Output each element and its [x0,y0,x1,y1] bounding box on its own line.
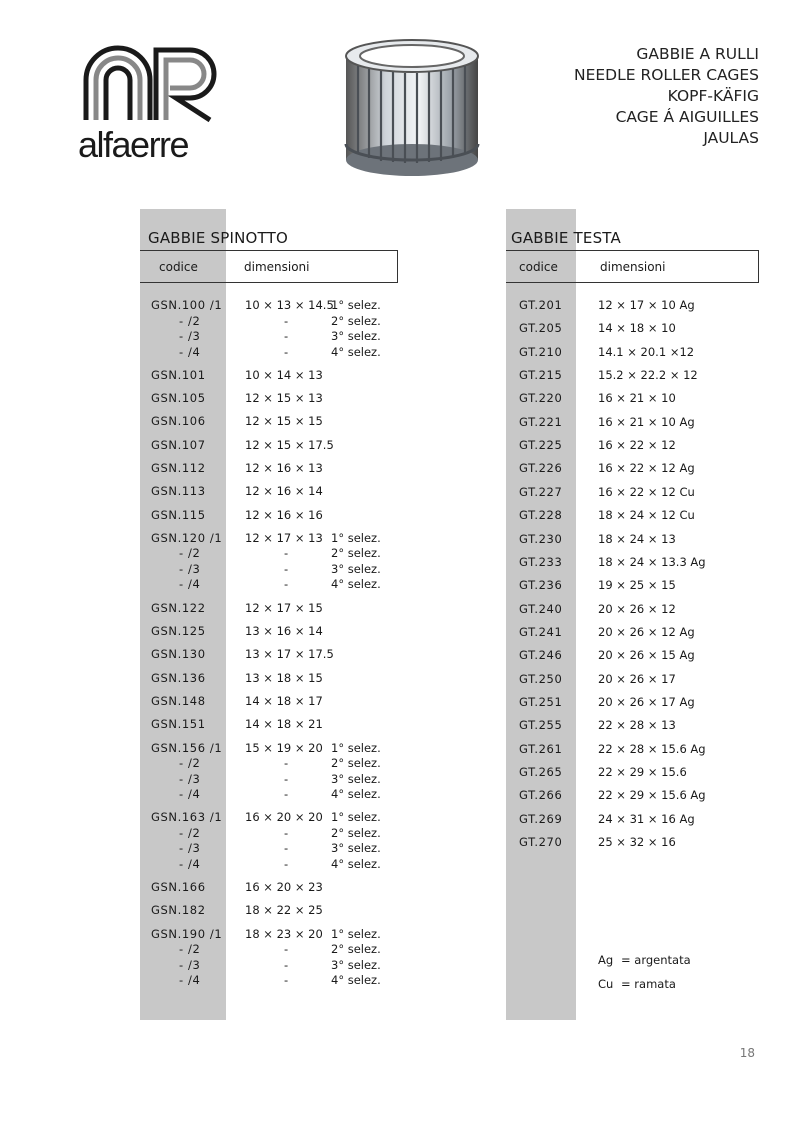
brand-wordmark: alfaerre [78,124,189,165]
left-row-dimension: - [284,756,289,770]
title-fr: CAGE Á AIGUILLES [615,108,759,126]
left-row-code: GSN.120 /1 [151,530,223,545]
left-row-selection: 2° selez. [331,546,381,561]
left-col-code-header: codice [159,260,198,274]
left-row-code: GSN.136 [151,670,206,685]
left-row-selection: 4° selez. [331,344,381,359]
left-row-selection: 4° selez. [331,973,381,988]
right-row-code: GT.230 [519,531,563,546]
right-row-dimension: 22 × 29 × 15.6 Ag [598,788,706,803]
left-row-dimension: 16 × 20 × 20 [245,810,323,825]
left-row-code: GSN.163 /1 [151,810,223,825]
left-row-code: - /4 [179,973,201,988]
right-row-dimension: 16 × 22 × 12 Ag [598,461,695,476]
left-row-dimension: - [284,787,289,801]
right-row-dimension: 16 × 22 × 12 Cu [598,484,695,499]
right-row-dimension: 20 × 26 × 17 Ag [598,694,695,709]
left-row-selection: 3° selez. [331,561,381,576]
legend-text: = ramata [621,976,676,991]
right-row-dimension: 16 × 21 × 10 [598,391,676,406]
left-col-dim-header: dimensioni [244,260,310,274]
left-row-dimension: - [284,957,289,972]
right-row-dimension: 24 × 31 × 16 Ag [598,811,695,826]
right-row-code: GT.236 [519,578,563,593]
left-row-selection: 3° selez. [331,841,381,856]
right-table-title: GABBIE TESTA [511,229,621,247]
right-row-code: GT.241 [519,624,563,639]
left-row-selection: 3° selez. [331,957,381,972]
right-row-code: GT.227 [519,484,563,499]
right-row-code: GT.240 [519,601,563,616]
left-row-dimension: - [284,942,289,957]
left-row-dimension: 18 × 22 × 25 [245,903,323,918]
left-row-dimension: - [284,577,289,592]
left-row-dimension: - [284,561,289,576]
left-row-selection: 3° selez. [331,329,381,343]
right-row-dimension: 20 × 26 × 17 [598,671,676,686]
alfaerre-logo [78,40,228,165]
left-row-dimension: - [284,856,289,871]
needle-cage-image [338,36,486,178]
left-row-dimension: 12 × 17 × 15 [245,600,323,615]
left-row-code: GSN.151 [151,717,206,732]
left-row-selection: 1° selez. [331,740,381,755]
right-row-code: GT.250 [519,671,563,686]
page-titles [574,44,759,149]
right-row-dimension: 16 × 22 × 12 [598,438,676,453]
left-row-dimension: - [284,771,289,786]
legend-text: = argentata [621,953,691,967]
left-row-dimension: 14 × 18 × 21 [245,717,323,732]
left-row-selection: 4° selez. [331,856,381,871]
left-row-code: - /2 [179,942,201,957]
left-row-dimension: 13 × 17 × 17.5 [245,647,334,662]
left-row-selection: 2° selez. [331,942,381,957]
left-row-selection: 3° selez. [331,771,381,786]
left-row-dimension: 18 × 23 × 20 [245,926,323,941]
left-row-code: - /2 [179,313,201,328]
right-row-dimension: 20 × 26 × 12 Ag [598,624,695,639]
right-row-code: GT.251 [519,694,563,709]
right-row-code: GT.215 [519,368,563,383]
right-row-code: GT.266 [519,788,563,803]
left-row-dimension: 12 × 16 × 16 [245,507,323,522]
right-row-code: GT.269 [519,811,563,826]
left-row-code: GSN.105 [151,391,206,406]
left-row-selection: 2° selez. [331,313,381,328]
left-row-code: - /3 [179,841,201,856]
left-row-dimension: - [284,841,289,856]
left-row-selection: 1° selez. [331,926,381,941]
right-row-dimension: 22 × 28 × 13 [598,718,676,733]
right-row-dimension: 14.1 × 20.1 ×12 [598,344,695,359]
left-row-dimension: 16 × 20 × 23 [245,880,323,895]
left-row-code: GSN.107 [151,437,206,452]
left-row-dimension: - [284,344,289,359]
left-row-code: - /2 [179,756,201,770]
left-row-dimension: - [284,313,289,328]
left-row-code: - /4 [179,787,201,801]
right-row-code: GT.233 [519,554,563,569]
right-row-dimension: 12 × 17 × 10 Ag [598,298,695,312]
right-row-code: GT.246 [519,648,563,663]
right-col-code-header: codice [519,260,558,274]
left-row-dimension: 12 × 15 × 17.5 [245,437,334,452]
right-row-code: GT.226 [519,461,563,476]
right-row-dimension: 20 × 26 × 15 Ag [598,648,695,663]
left-row-selection: 2° selez. [331,756,381,770]
right-row-dimension: 22 × 28 × 15.6 Ag [598,741,706,756]
title-it: GABBIE A RULLI [636,45,759,63]
left-row-code: GSN.156 /1 [151,740,223,755]
right-row-code: GT.225 [519,438,563,453]
left-row-code: GSN.112 [151,461,206,475]
right-row-dimension: 15.2 × 22.2 × 12 [598,368,698,383]
left-row-code: GSN.130 [151,647,206,662]
right-row-dimension: 16 × 21 × 10 Ag [598,414,695,429]
left-row-dimension: 12 × 15 × 13 [245,391,323,406]
left-row-selection: 1° selez. [331,810,381,825]
right-row-code: GT.261 [519,741,563,756]
left-row-dimension: - [284,546,289,561]
left-row-selection: 4° selez. [331,577,381,592]
left-row-code: - /4 [179,577,201,592]
title-es: JAULAS [703,129,759,147]
left-row-dimension: 12 × 16 × 13 [245,461,323,475]
logo-mark-icon [78,40,228,124]
left-row-dimension: 15 × 19 × 20 [245,740,323,755]
right-row-code: GT.228 [519,508,563,523]
left-row-dimension: 12 × 17 × 13 [245,530,323,545]
right-row-code: GT.221 [519,414,563,429]
left-row-code: GSN.106 [151,414,206,429]
left-row-code: - /2 [179,546,201,561]
legend-abbreviation: Cu [598,976,614,991]
left-row-dimension: 13 × 18 × 15 [245,670,323,685]
left-row-code: GSN.166 [151,880,206,895]
legend-abbreviation: Ag [598,953,614,967]
left-row-code: GSN.182 [151,903,206,918]
right-row-dimension: 25 × 32 × 16 [598,835,676,850]
right-row-code: GT.265 [519,765,563,779]
left-row-code: - /4 [179,344,201,359]
left-row-selection: 2° selez. [331,825,381,840]
left-table-title: GABBIE SPINOTTO [148,229,289,247]
title-de: KOPF-KÄFIG [667,87,759,105]
right-row-code: GT.210 [519,344,563,359]
left-row-dimension: 12 × 16 × 14 [245,484,323,499]
left-row-selection: 1° selez. [331,298,381,312]
right-row-dimension: 14 × 18 × 10 [598,321,676,336]
left-row-code: GSN.115 [151,507,206,522]
left-row-code: GSN.100 /1 [151,298,223,312]
right-row-code: GT.255 [519,718,563,733]
right-row-code: GT.205 [519,321,563,336]
right-row-code: GT.220 [519,391,563,406]
left-row-dimension: 10 × 14 × 13 [245,367,323,382]
left-row-dimension: 14 × 18 × 17 [245,693,323,708]
left-row-code: GSN.190 /1 [151,926,223,941]
right-row-dimension: 18 × 24 × 13 [598,531,676,546]
left-row-code: - /2 [179,825,201,840]
left-row-code: - /3 [179,561,201,576]
page-number: 18 [739,1046,755,1060]
left-row-dimension: - [284,973,289,988]
left-row-dimension: 12 × 15 × 15 [245,414,323,429]
title-en: NEEDLE ROLLER CAGES [573,66,759,84]
right-row-dimension: 19 × 25 × 15 [598,578,676,593]
right-row-dimension: 18 × 24 × 13.3 Ag [598,554,706,569]
left-row-dimension: 13 × 16 × 14 [245,624,323,638]
left-row-code: GSN.101 [151,367,206,382]
left-row-selection: 4° selez. [331,787,381,801]
left-row-dimension: - [284,825,289,840]
right-row-dimension: 18 × 24 × 12 Cu [598,508,695,523]
right-col-dim-header: dimensioni [600,260,666,274]
right-row-dimension: 22 × 29 × 15.6 [598,765,687,779]
left-row-code: GSN.125 [151,624,206,638]
right-row-code: GT.201 [519,298,563,312]
left-row-code: - /3 [179,771,201,786]
left-row-code: - /3 [179,329,201,343]
right-row-dimension: 20 × 26 × 12 [598,601,676,616]
left-row-selection: 1° selez. [331,530,381,545]
left-row-code: - /3 [179,957,201,972]
left-row-dimension: - [284,329,289,343]
right-row-code: GT.270 [519,835,563,850]
left-row-code: GSN.122 [151,600,206,615]
left-row-dimension: 10 × 13 × 14.5 [245,298,334,312]
left-row-code: - /4 [179,856,201,871]
left-row-code: GSN.148 [151,693,206,708]
left-row-code: GSN.113 [151,484,206,499]
